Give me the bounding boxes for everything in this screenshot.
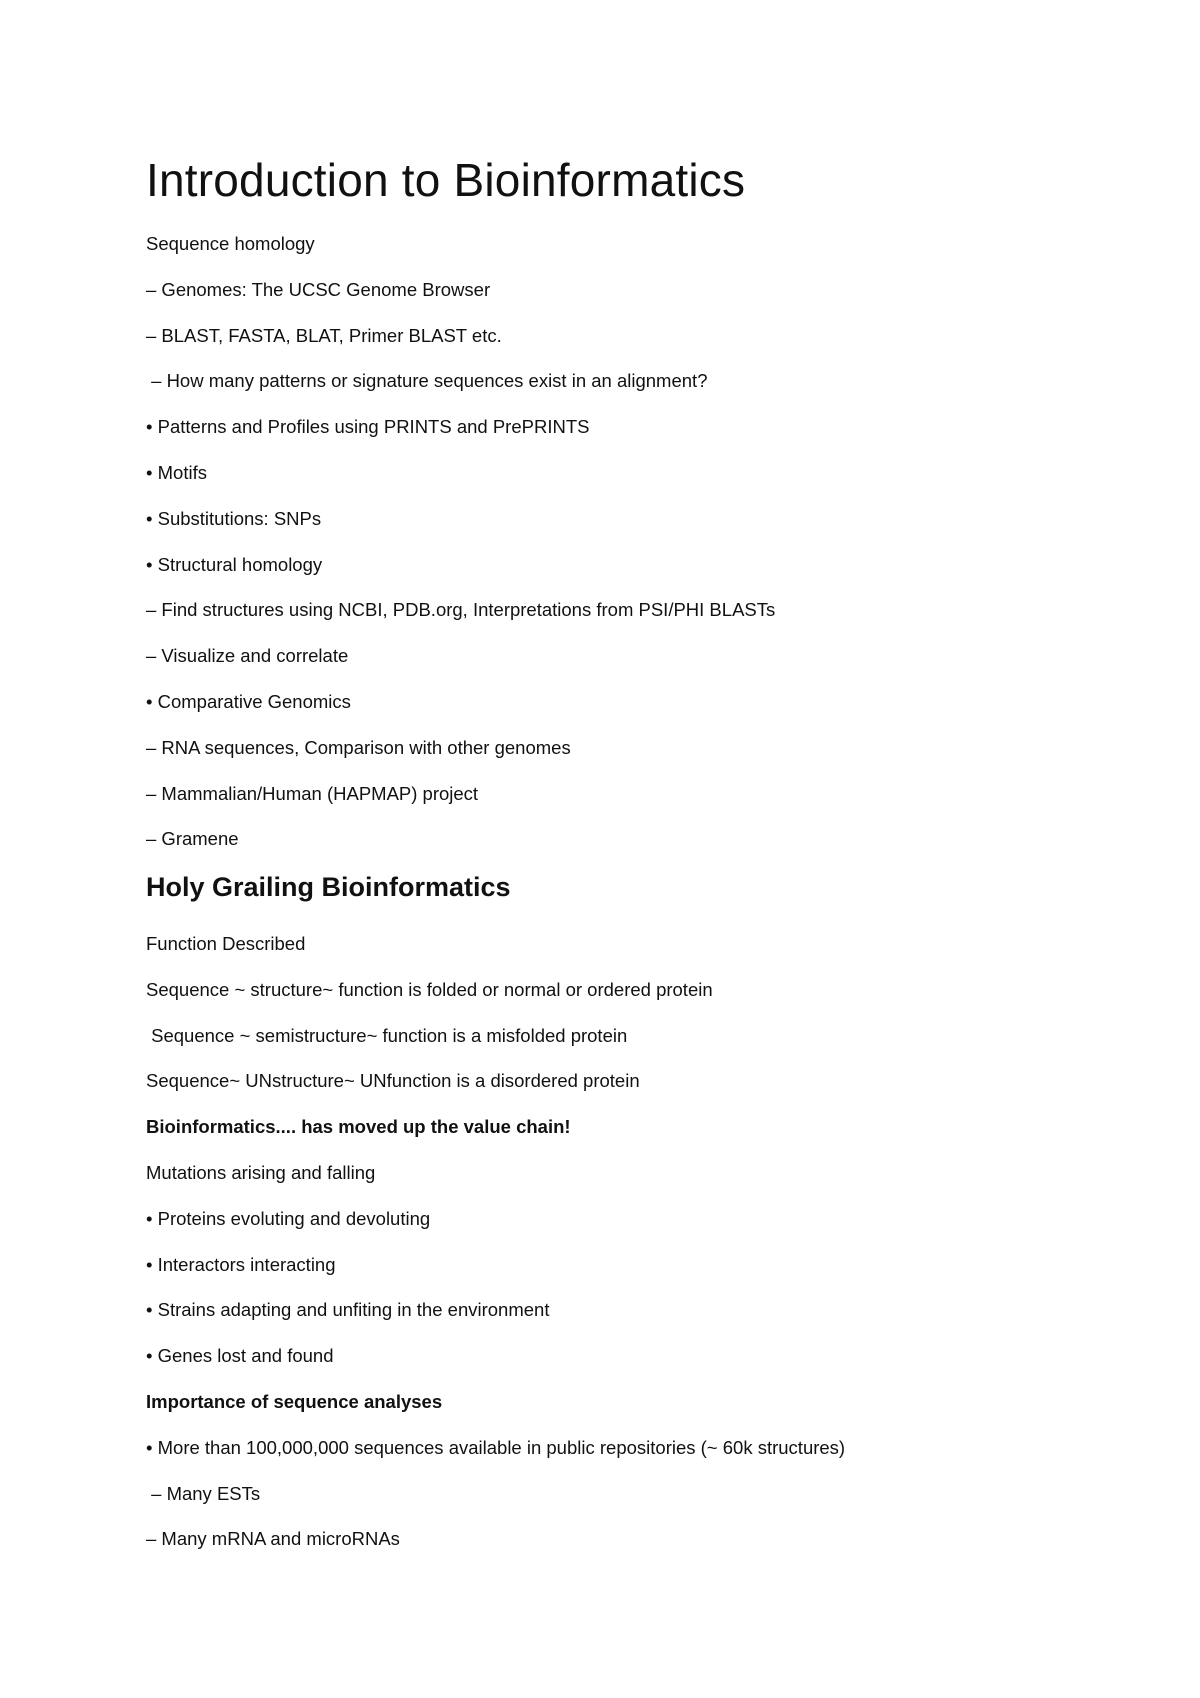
section-heading: Holy Grailing Bioinformatics [146,872,511,902]
text-line: • Structural homology [146,554,323,575]
text-line: • Proteins evoluting and devoluting [146,1208,431,1229]
document-title: Introduction to Bioinformatics [146,154,746,206]
text-line: – BLAST, FASTA, BLAT, Primer BLAST etc. [146,325,502,346]
text-line: • Strains adapting and unfiting in the environment [146,1299,550,1320]
text-line: • Interactors interacting [146,1254,336,1275]
text-line: Function Described [146,933,306,954]
text-line: – Find structures using NCBI, PDB.org, Interpretations from PSI/PHI BLASTs [146,599,776,620]
text-line-bold: Importance of sequence analyses [146,1391,443,1412]
text-line: – Mammalian/Human (HAPMAP) project [146,783,479,804]
text-line: Sequence~ UNstructure~ UNfunction is a disordered protein [146,1070,640,1091]
text-line: • More than 100,000,000 sequences available in public repositories (~ 60k structures) [146,1437,846,1458]
text-line: • Substitutions: SNPs [146,508,322,529]
text-line: • Genes lost and found [146,1345,334,1366]
text-line: – Gramene [146,828,239,849]
text-line: Mutations arising and falling [146,1162,376,1183]
text-line: – How many patterns or signature sequences exist in an alignment? [146,370,708,391]
text-line: • Patterns and Profiles using PRINTS and PrePRINTS [146,416,590,437]
text-line: – RNA sequences, Comparison with other genomes [146,737,571,758]
text-line: Sequence ~ structure~ function is folded or normal or ordered protein [146,979,713,1000]
text-line: – Genomes: The UCSC Genome Browser [146,279,491,300]
text-line: – Visualize and correlate [146,645,349,666]
text-line: Sequence homology [146,233,315,254]
text-line: • Motifs [146,462,207,483]
text-line: – Many mRNA and microRNAs [146,1528,400,1549]
text-line: Sequence ~ semistructure~ function is a misfolded protein [146,1025,628,1046]
text-line-bold: Bioinformatics.... has moved up the value chain! [146,1116,571,1137]
text-line: – Many ESTs [146,1483,261,1504]
text-line: • Comparative Genomics [146,691,351,712]
